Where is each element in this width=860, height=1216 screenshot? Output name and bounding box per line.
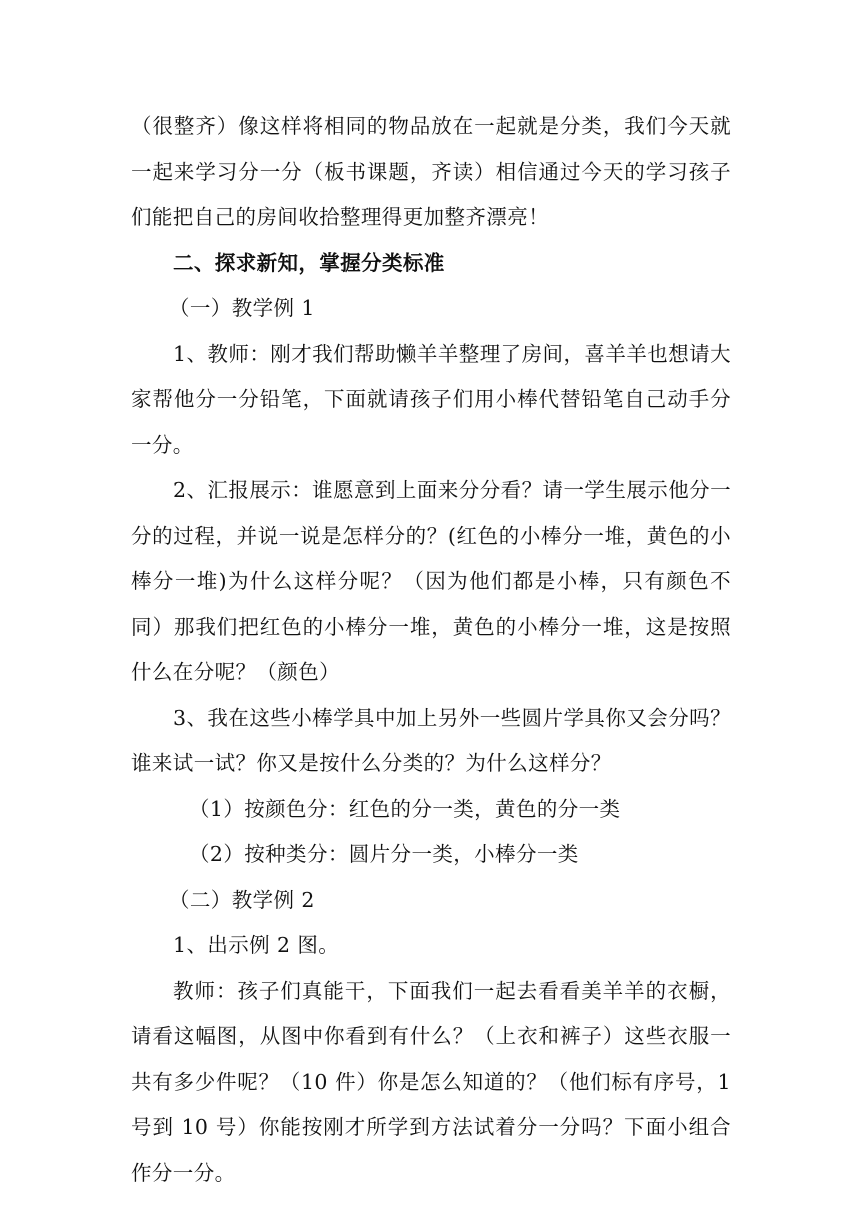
ex2-teacher-paragraph: 教师：孩子们真能干，下面我们一起去看看美羊羊的衣橱，请看这幅图，从图中你看到有什么？（上衣和裤子）这些衣服一共有多少件呢？（10 件）你是怎么知道的？（他们标有序号，1 号到 10 号）你能按刚才所学到方法试着分一分吗？下面小组合作分一分。 [131, 978, 731, 1185]
sub-item-1: （1）按颜色分：红色的分一类，黄色的分一类 [189, 796, 621, 821]
step1-paragraph: 1、教师：刚才我们帮助懒羊羊整理了房间，喜羊羊也想请大家帮他分一分铅笔，下面就请孩子们用小棒代替铅笔自己动手分一分。 [131, 341, 731, 457]
step2-paragraph: 2、汇报展示：谁愿意到上面来分分看？请一学生展示他分一分的过程，并说一说是怎样分的？(红色的小棒分一堆，黄色的小棒分一堆)为什么这样分呢？（因为他们都是小棒，只有颜色不同）那我们把红色的小棒分一堆，黄色的小棒分一堆，这是按照什么在分呢？（颜色） [131, 478, 731, 684]
section-heading: 二、探求新知，掌握分类标准 [173, 250, 445, 275]
sub-item-2: （2）按种类分：圆片分一类，小棒分一类 [189, 842, 579, 866]
document-body [131, 104, 731, 1196]
intro-paragraph: （很整齐）像这样将相同的物品放在一起就是分类，我们今天就一起来学习分一分（板书课题，齐读）相信通过今天的学习孩子们能把自己的房间收拾整理得更加整齐漂亮！ [131, 114, 731, 229]
example1-heading: （一）教学例 1 [169, 296, 315, 320]
example2-heading: （二）教学例 2 [169, 887, 315, 912]
ex2-step1-paragraph: 1、出示例 2 图。 [173, 933, 340, 957]
step3-paragraph: 3、我在这些小棒学具中加上另外一些圆片学具你又会分吗？谁来试一试？你又是按什么分类的？为什么这样分？ [131, 705, 731, 775]
